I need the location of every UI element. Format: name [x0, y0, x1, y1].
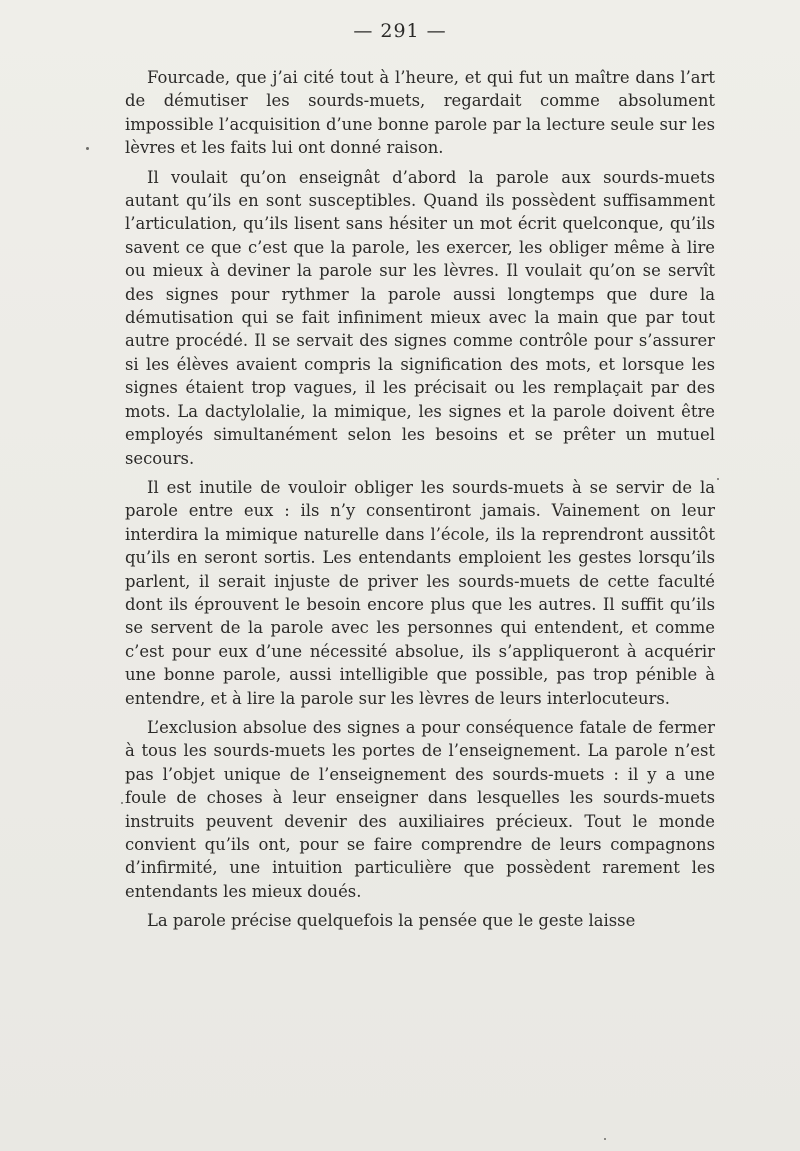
paper-speck	[121, 802, 123, 804]
paper-speck	[717, 478, 719, 480]
page-number: — 291 —	[353, 20, 447, 42]
paragraph-5: La parole précise quelquefois la pensée que le geste laisse	[147, 911, 636, 931]
paper-speck	[604, 1138, 606, 1140]
paper-speck	[86, 147, 89, 150]
paragraph-3: Il est inutile de vouloir obliger les sourds-muets à se servir de la parole entre eux : ils n’y consentiront jamais. Vainement on leur interdira la mimique naturelle dans l’école, ils la reprendront aussitôt qu’ils en seront sortis. Les entendants emploient les gestes lorsqu’ils parlent, il serait injuste de priver les sourds-muets de cette faculté dont ils éprouvent le besoin encore plus que les autres. Il suffit qu’ils se servent de la parole avec les personnes qui entendent, et comme c’est pour eux d’une nécessité absolue, ils s’appliqueront à acquérir une bonne parole, aussi intelligible que possible, pas trop pénible à entendre, et à lire la parole sur les lèvres de leurs interlocuteurs.	[125, 477, 715, 708]
paragraph-1: Fourcade, que j’ai cité tout à l’heure, et qui fut un maître dans l’art de démutiser les sourds-muets, regardait comme absolument impossible l’acquisition d’une bonne parole par la lecture seule sur les lèvres et les faits lui ont donné raison.	[125, 68, 715, 158]
paragraph-4: L’exclusion absolue des signes a pour conséquence fatale de fermer à tous les sourds-muets les portes de l’enseignement. La parole n’est pas l’objet unique de l’enseignement des sourds-muets : il y a une foule de choses à leur enseigner dans lesquelles les sourds-muets instruits peuvent devenir des auxiliaires précieux. Tout le monde convient qu’ils ont, pour se faire comprendre de leurs compagnons d’infirmité, une intuition particulière que possèdent rarement les entendants les mieux doués.	[125, 717, 715, 901]
page-body	[125, 66, 715, 939]
paragraph-2: Il voulait qu’on enseignât d’abord la parole aux sourds-muets autant qu’ils en sont susceptibles. Quand ils possèdent suffisamment l’articulation, qu’ils lisent sans hésiter un mot écrit quelconque, qu’ils savent ce que c’est que la parole, les exercer, les obliger même à lire ou mieux à deviner la parole sur les lèvres. Il voulait qu’on se servît des signes pour rythmer la parole aussi longtemps que dure la démutisation qui se fait infiniment mieux avec la main que par tout autre procédé. Il se servait des signes comme contrôle pour s’assurer si les élèves avaient compris la signification des mots, et lorsque les signes étaient trop vagues, il les précisait ou les remplaçait par des mots. La dactylolalie, la mimique, les signes et la parole doivent être employés simultanément selon les besoins et se prêter un mutuel secours.	[125, 167, 715, 468]
